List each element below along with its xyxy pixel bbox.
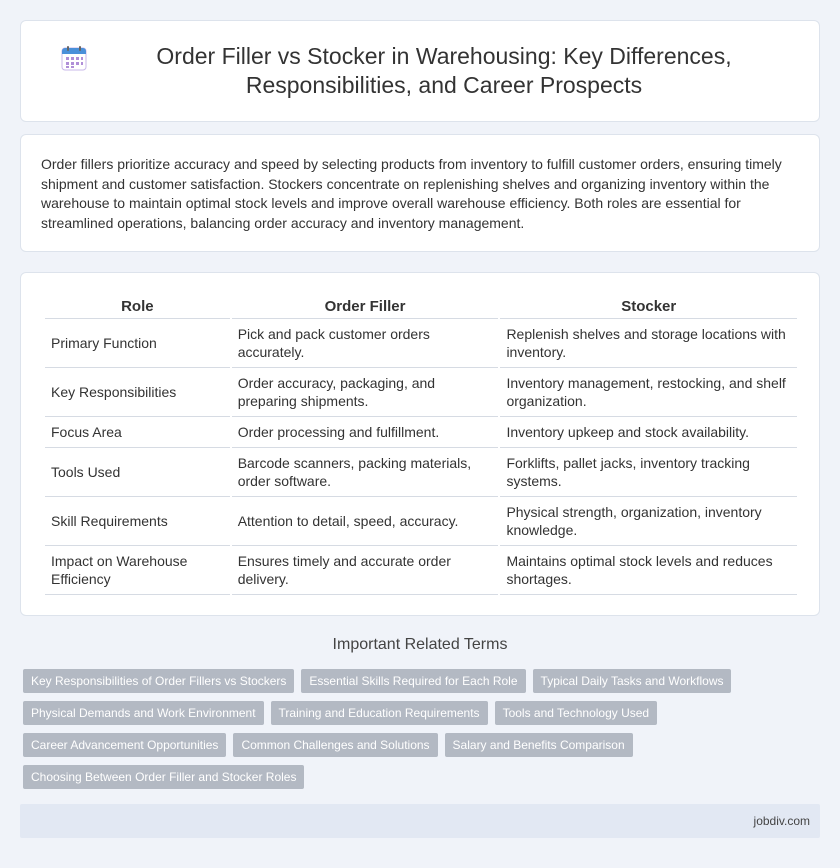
row-role: Impact on Warehouse Efficiency xyxy=(45,546,230,595)
calendar-icon xyxy=(61,45,87,71)
header-stocker: Stocker xyxy=(500,295,797,319)
row-role: Primary Function xyxy=(45,319,230,368)
tag-salary-benefits[interactable]: Salary and Benefits Comparison xyxy=(445,733,633,757)
comparison-table xyxy=(43,295,799,595)
table-row xyxy=(45,368,797,417)
row-role: Skill Requirements xyxy=(45,497,230,546)
header-card xyxy=(20,20,820,122)
table-row xyxy=(45,319,797,368)
table-row xyxy=(45,546,797,595)
header-order-filler: Order Filler xyxy=(232,295,499,319)
row-order-filler: Order processing and fulfillment. xyxy=(232,417,499,448)
row-role: Focus Area xyxy=(45,417,230,448)
tag-career-advancement[interactable]: Career Advancement Opportunities xyxy=(23,733,226,757)
footer xyxy=(20,804,820,838)
row-stocker: Maintains optimal stock levels and reduces shortages. xyxy=(500,546,797,595)
table-header-row xyxy=(45,295,797,319)
row-role: Key Responsibilities xyxy=(45,368,230,417)
row-stocker: Forklifts, pallet jacks, inventory tracking systems. xyxy=(500,448,797,497)
row-stocker: Replenish shelves and storage locations with inventory. xyxy=(500,319,797,368)
row-order-filler: Pick and pack customer orders accurately. xyxy=(232,319,499,368)
row-stocker: Inventory upkeep and stock availability. xyxy=(500,417,797,448)
tag-choosing-roles[interactable]: Choosing Between Order Filler and Stocker Roles xyxy=(23,765,304,789)
table-row xyxy=(45,448,797,497)
row-stocker: Physical strength, organization, inventory knowledge. xyxy=(500,497,797,546)
row-stocker: Inventory management, restocking, and shelf organization. xyxy=(500,368,797,417)
header-role: Role xyxy=(45,295,230,319)
intro-paragraph: Order fillers prioritize accuracy and speed by selecting products from inventory to fulfill customer orders, ensuring timely shipment and customer satisfaction. Stockers concentrate on replenishing shelves and organizing inventory within the warehouse to maintain optimal stock levels and improve overall warehouse efficiency. Both roles are essential for streamlined operations, balancing order accuracy and inventory management. xyxy=(41,156,782,231)
tag-daily-tasks[interactable]: Typical Daily Tasks and Workflows xyxy=(533,669,732,693)
tag-key-responsibilities[interactable]: Key Responsibilities of Order Fillers vs Stockers xyxy=(23,669,294,693)
row-order-filler: Barcode scanners, packing materials, order software. xyxy=(232,448,499,497)
table-row xyxy=(45,497,797,546)
comparison-table-card xyxy=(20,272,820,616)
tag-training-education[interactable]: Training and Education Requirements xyxy=(271,701,488,725)
tag-essential-skills[interactable]: Essential Skills Required for Each Role xyxy=(301,669,525,693)
related-terms-tags xyxy=(23,669,823,789)
row-order-filler: Attention to detail, speed, accuracy. xyxy=(232,497,499,546)
table-row xyxy=(45,417,797,448)
row-order-filler: Ensures timely and accurate order delivery. xyxy=(232,546,499,595)
tag-common-challenges[interactable]: Common Challenges and Solutions xyxy=(233,733,437,757)
page-title: Order Filler vs Stocker in Warehousing: Key Differences, Responsibilities, and Career Prospects xyxy=(156,43,732,98)
row-role: Tools Used xyxy=(45,448,230,497)
footer-site-link[interactable]: jobdiv.com xyxy=(753,814,810,828)
tag-physical-demands[interactable]: Physical Demands and Work Environment xyxy=(23,701,264,725)
row-order-filler: Order accuracy, packaging, and preparing shipments. xyxy=(232,368,499,417)
tag-tools-technology[interactable]: Tools and Technology Used xyxy=(495,701,658,725)
related-terms-title: Important Related Terms xyxy=(332,636,508,653)
intro-card xyxy=(20,134,820,252)
